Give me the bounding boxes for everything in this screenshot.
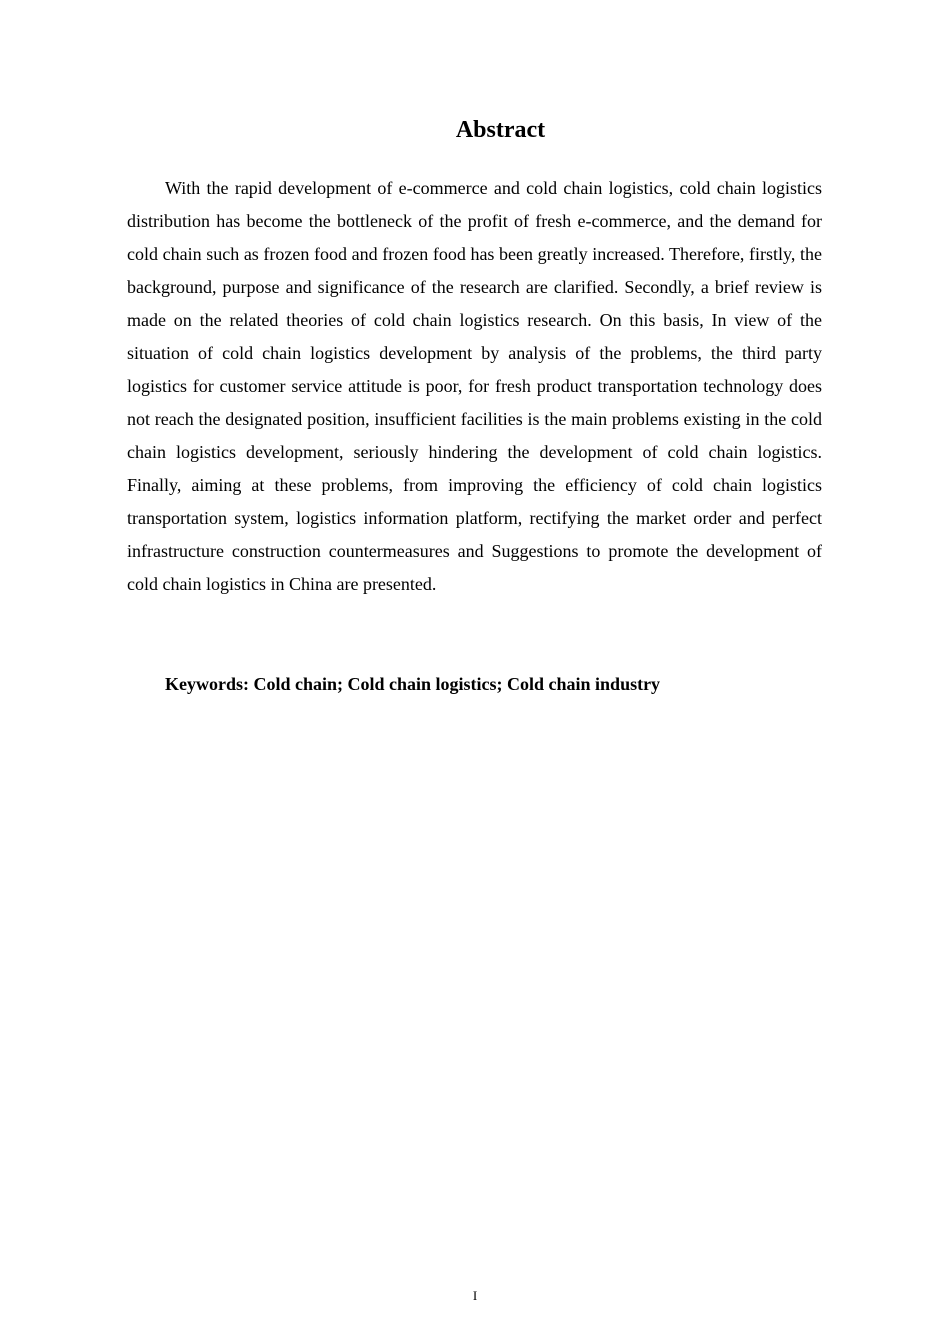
page-number: I [472,1288,478,1303]
keywords-line: Keywords: Cold chain; Cold chain logistics; Cold chain industry [165,674,661,694]
abstract-title: Abstract [455,117,546,143]
abstract-paragraph: With the rapid development of e-commerce and cold chain logistics, cold chain logistics distribution has become the bottleneck of the profit of fresh e-commerce, and the demand for cold chain such as frozen food and frozen food has been greatly increased. Therefore, firstly, the background, purpose and significance of the research are clarified. Secondly, a brief review is made on the related theories of cold chain logistics research. On this basis, In view of the situation of cold chain logistics development by analysis of the problems, the third party logistics for customer service attitude is poor, for fresh product transportation technology does not reach the designated position, insufficient facilities is the main problems existing in the cold chain logistics development, seriously hindering the development of cold chain logistics. Finally, aiming at these problems, from improving the efficiency of cold chain logistics transportation system, logistics information platform, rectifying the market order and perfect infrastructure construction countermeasures and Suggestions to promote the development of cold chain logistics in China are presented. [127,178,822,594]
